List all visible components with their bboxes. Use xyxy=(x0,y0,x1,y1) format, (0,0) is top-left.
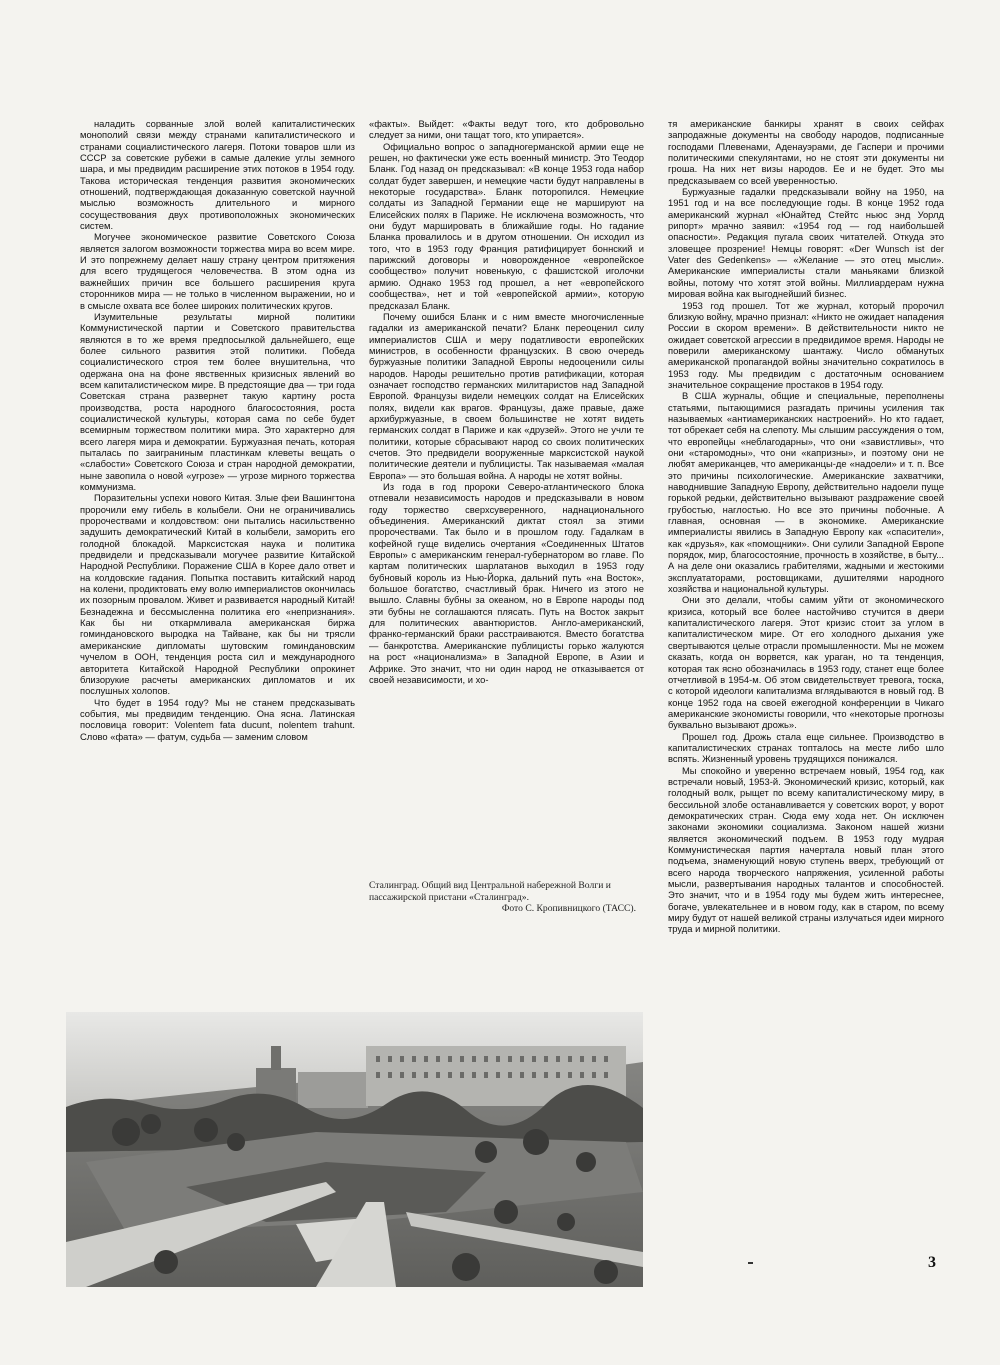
paragraph: «факты». Выйдет: «Факты ведут того, кто добровольно следует за ними, они тащат того, кто упирается». xyxy=(369,118,644,141)
paragraph: Прошел год. Дрожь стала еще сильнее. Производство в капиталистических странах топталось на месте либо шло вспять. Жизненный уровень трудящихся понижался. xyxy=(668,730,944,765)
article-column-1 xyxy=(80,118,355,888)
article-column-2 xyxy=(369,118,644,856)
paragraph: тя американские банкиры хранят в своих сейфах запродажные документы на свободу народов, подписанные господами Плевенами, Аденауэрами, де Гаспери и прочими политическими спекулянтами, но не стоят эти документы ни гроша. На них нет визы народов. Ее и не будет. Это мы предсказываем со всей уверенностью. xyxy=(668,118,944,186)
caption-text: Сталинград. Общий вид Центральной набережной Волги и пассажирской пристани «Сталинград». xyxy=(369,880,611,903)
paragraph: Что будет в 1954 году? Мы не станем предсказывать события, мы предвидим тенденцию. Она ясна. Латинская пословица говорит: Volentem fata ducunt, nolentem trahunt. Слово «фата» — фатум, судьба — заменим словом xyxy=(80,696,355,742)
page-number: 3 xyxy=(928,1254,936,1271)
paragraph: Из года в год пророки Северо-атлантического блока отпевали независимость народов и предсказывали в новом году торжество сверхсуверенного, наднационального объединения. Американский диктат стоял за этими пророчествами. Так было и в прошлом году. Гадалкам в кофейной гуще виделись очертания «Соединенных Штатов Европы» с американским генерал-губернатором во главе. По картам политических шарлатанов выходил в 1953 году бубновый король из Нью-Йорка, дальний путь «на Восток», большое богатство, счастливый брак. Ничего из этого не вышло. Славны бубны за океаном, но в Европе народы под эти бубны не соглашаются плясать. Путь на Восток закрыт для политических авантюристов. Англо-американский, франко-германский браки расстраиваются. Вместо богатства — банкротства. Американские публицисты горько жалуются на рост «национализма» в Западной Европе, в Азии и Африке. Это значит, что ни один народ не отказывается от своей независимости, и хо- xyxy=(369,481,644,685)
print-mark xyxy=(748,1262,753,1264)
photo-caption xyxy=(369,880,644,915)
photo-credit: Фото С. Кропивницкого (ТАСС). xyxy=(501,903,636,914)
paragraph: Могучее экономическое развитие Советского Союза является залогом возможности торжества мира во всем мире. И это попрежнему делает нашу страну центром притяжения для всего трудящегося человечества. В этом одна из важнейших причин все большего расширения круга сторонников мира — не только в численном выражении, но и в смысле охвата все более широких политических кругов. xyxy=(80,231,355,311)
paragraph: Они это делали, чтобы самим уйти от экономического кризиса, который все более настойчиво стучится в двери капиталистического лагеря. Этот кризис стоит за углом в капиталистическом мире. От его холодного дыхания уже свертываются целые отрасли промышленности. Мы не можем сказать, когда он ворвется, как ураган, но та тенденция, которая так ясно обозначилась в 1953 году, станет еще более отчетливой в 1954-м. Об этом свидетельствует тревога, тоска, с которой идеологи капитализма вглядываются в новый год. В конце 1952 года на своей ежегодной конференции в Чикаго американские экономисты говорили, что «некоторые прогнозы буквально вызывают дрожь». xyxy=(668,594,944,731)
paragraph: наладить сорванные злой волей капиталистических монополий связи между странами капиталистического и странами социалистического лагеря. Потоки товаров шли из СССР за советские рубежи в самые далекие углы земного шара, и мы предвидим расширение этих потоков в 1954 году. Такова историческая тенденция развития экономических отношений, подтверждающая доказанную советской научной мыслью возможность длительного и мирного сосуществования двух противоположных экономических систем. xyxy=(80,118,355,232)
paragraph: В США журналы, общие и специальные, переполнены статьями, пытающимися разгадать причины усиления так называемых «антиамериканских настроений». Но кто гадает, тот обрекает себя на слепоту. Мы слышим рассуждения о том, что европейцы «неблагодарны», что они «завистливы», что они «старомодны», что они «капризны», и поэтому они не любят американцев, что американцы-де «надоели» и т. п. Все это причины психологические. Американские захватчики, наводнившие Западную Европу, действительно надоели пуще горькой редьки, действительно вызывают раздражение своей грубостью, наглостью. Но все это причины побочные. А главная, основная — в экономике. Американские империалисты явились в Западную Европу как «спасители», как «друзья», как «помощники». Они сулили Западной Европе порядок, мир, благосостояние, прочность в хозяйстве, в быту... А на деле они оказались грабителями, жадными и жестокими эксплуататорами, ростовщиками, душителями народного хозяйства и национальной культуры. xyxy=(668,390,944,595)
paragraph: Мы спокойно и уверенно встречаем новый, 1954 год, как встречали новый, 1953-й. Экономический кризис, который, как голодный волк, рыщет по всему капиталистическому миру, в бессильной злобе останавливается у советских ворот, у ворот демократических стран. Сюда ему хода нет. Он исключен законами экономики социализма. Законом нашей жизни является экономический подъем. В 1953 году мудрая Коммунистическая партия начертала новый план этого подъема, знаменующий новую ступень вверх, требующий от всего народа творческого напряжения, усиленной работы мысли, развертывания народных талантов и способностей. Это значит, что и в 1954 году мы будем жить интереснее, богаче, увлекательнее и в новом году, как в старом, по всему миру будут от нашей великой страны излучаться идеи мирного труда и мирной политики. xyxy=(668,764,944,935)
paragraph: Поразительны успехи нового Китая. Злые феи Вашингтона пророчили ему гибель в колыбели. Они не ограничивались пророчествами и колдовством: они пытались насильственно задушить демократический Китай в колыбели, заморить его голодной блокадой. Марксистская наука и политика предвидели и предсказывали могучее развитие Китайской Народной Республики. Поражение США в Корее дало ответ и на колдовские гадания. Попытка поставить китайский народ на колени, продиктовать ему волю империалистов окончилась их позорным провалом. Живет и развивается народный Китай! Безнадежна и бессмысленна политика его «непризнания». Как бы ни откармливала американская биржа гоминдановского выродка на Тайване, как бы ни трясли американские дипломаты шутовским гоминдановским чучелом в ООН, тенденция роста сил и международного авторитета Китайской Народной Республики опрокинет близорукие расчеты американских дипломатов и их послушных холопов. xyxy=(80,492,355,697)
paragraph: Буржуазные гадалки предсказывали войну на 1950, на 1951 год и на все последующие годы. В конце 1952 года американский журнал «Юнайтед Стейтс ньюс энд Уорлд рипорт» мрачно заявил: «1954 год — год наибольшей опасности». Редакция пугала своих читателей. Откуда это зловещее прозрение! Немцы говорят: «Der Wunsch ist der Vater des Gedenkens» — «Желание — это отец мысли». Американские империалисты стали маньяками близкой войны, потому что хотят этой войны. Миллиардерам нужна мировая война как выгоднейший бизнес. xyxy=(668,186,944,300)
paragraph: Официально вопрос о западногерманской армии еще не решен, но фактически уже есть военный министр. Это Теодор Бланк. Год назад он предсказывал: «В конце 1953 года набор солдат будет завершен, и немецкие части будут направлены в некоторые государства». Бланк поторопился. Немецкие солдаты из Западной Германии еще не маршируют на Елисейских полях в Париже. Не исключена возможность, что они будут маршировать в ближайшие годы. Но гадание Бланка провалилось и в другом отношении. Он исходил из того, что в 1953 году Франция ратифицирует боннский и парижский договоры и новорожденное «европейское сообщество» получит новенькую, с фашистской иголочки армию. Однако 1953 год прошел, а нет «европейского сообщества», нет и той «европейской армии», которую предсказал Бланк. xyxy=(369,140,644,311)
paragraph: 1953 год прошел. Тот же журнал, который пророчил близкую войну, мрачно признал: «Никто не ожидает нападения России в скором времени». В действительности никто не ожидает советской агрессии в предвидимое время. Народы не поверили американскому шантажу. Число обманутых американской пропагандой войны значительно сократилось в 1953 году. Мы предвидим с достаточным основанием значительное сокращение простаков в 1954 году. xyxy=(668,299,944,390)
paragraph: Изумительные результаты мирной политики Коммунистической партии и Советского правительства являются в то же время предпосылкой дальнейшего, еще более сильного развития этой политики. Победа социалистического строя тем более внушительна, что одержана она на фоне явственных кризисных явлений во всем капиталистическом мире. В предстоящие два — три года Советская страна развернет такую картину роста производства, роста народного благосостояния, роста социалистической культуры, которая сама по себе будет всемирным торжеством политики мира. Это характерно для всего лагеря мира и демократии. Буржуазная печать, которая пыталась по заиграниным пластинкам клеветы вещать о «слабости» Советского Союза и стран народной демократии, ныне завопила о новой «угрозе» — угрозе мирного торжества коммунизма. xyxy=(80,310,355,492)
stalingrad-embankment-photo xyxy=(66,1012,643,1287)
article-column-3 xyxy=(668,118,944,1118)
paragraph: Почему ошибся Бланк и с ним вместе многочисленные гадалки из американской печати? Бланк переоценил силу империалистов США и меру податливости европейских министров, в особенности французских. В свою очередь буржуазные политики Западной Европы недооценили силы народов. Народы решительно против ратификации, которая означает господство германских милитаристов над Западной Европой. Французы видели немецких солдат на Елисейских полях, видели как врагов. Французы, даже правые, даже архибуржуазные, в своем большинстве не хотят видеть германских солдат в Париже и как «друзей». Этого не учли те политики, которые сбрасывают народ со своих политических счетов. Это предвидели вооруженные марксистской наукой политические деятели и публицисты. Так называемая «малая Европа» — это большая война. А народы не хотят войны. xyxy=(369,310,644,481)
photo-illustration xyxy=(66,1012,643,1287)
